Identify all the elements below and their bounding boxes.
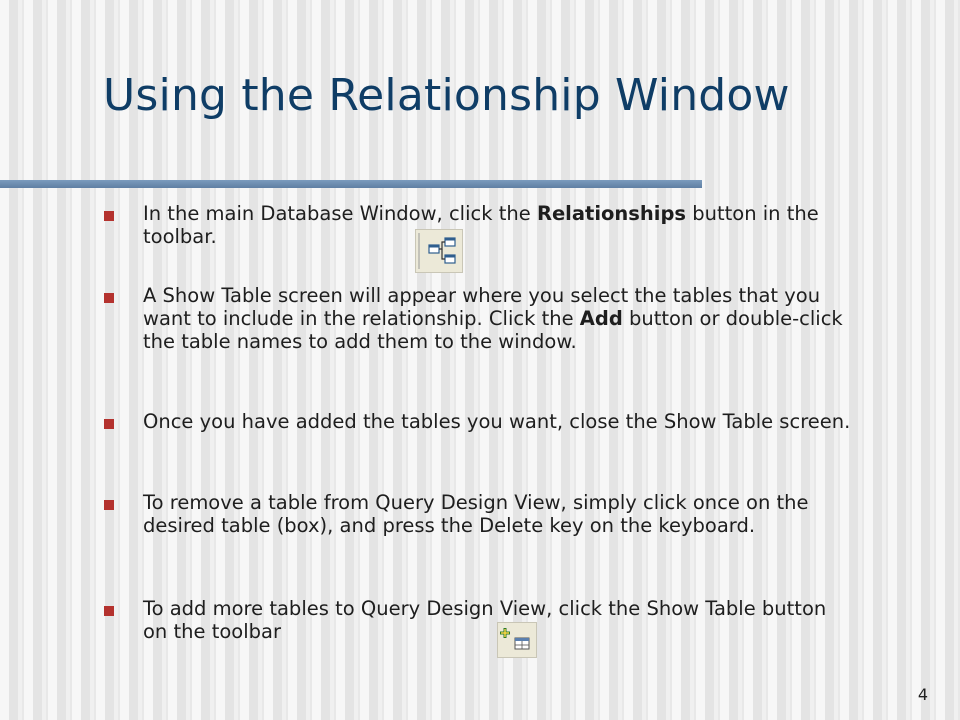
slide-title: Using the Relationship Window: [103, 70, 790, 121]
bullet-text-part: Once you have added the tables you want, close the Show Table screen.: [143, 410, 851, 433]
bullet-text: [143, 202, 853, 248]
bullet-square-icon: [104, 293, 114, 303]
bullet-text-part: To add more tables to Query Design View, click the Show Table button on the toolbar: [143, 597, 827, 643]
show-table-toolbar-icon: [497, 622, 537, 658]
bullet-bold-term: Relationships: [536, 202, 687, 225]
bullet-text-part: To remove a table from Query Design View, simply click once on the desired table (box), and press the Delete key on the keyboard.: [143, 491, 809, 537]
bullet-text-part: In the main Database Window, click the: [143, 202, 537, 225]
bullet-square-icon: [104, 419, 114, 429]
bullet-bold-term: Add: [579, 307, 623, 330]
bullet-square-icon: [104, 500, 114, 510]
bullet-text: [143, 410, 853, 433]
relationships-toolbar-icon: [415, 229, 463, 273]
bullet-square-icon: [104, 211, 114, 221]
bullet-square-icon: [104, 606, 114, 616]
bullet-text-part: A Show Table screen will appear where you select the tables that you want to include in the relationship. Click the: [143, 284, 821, 330]
bullet-text-part: button in the toolbar.: [143, 202, 819, 248]
title-divider: [0, 180, 702, 188]
bullet-text-part: button or double-click the table names to add them to the window.: [143, 307, 843, 353]
bullet-text: [143, 284, 853, 353]
bullet-text: [143, 491, 853, 537]
page-number: 4: [917, 685, 928, 704]
